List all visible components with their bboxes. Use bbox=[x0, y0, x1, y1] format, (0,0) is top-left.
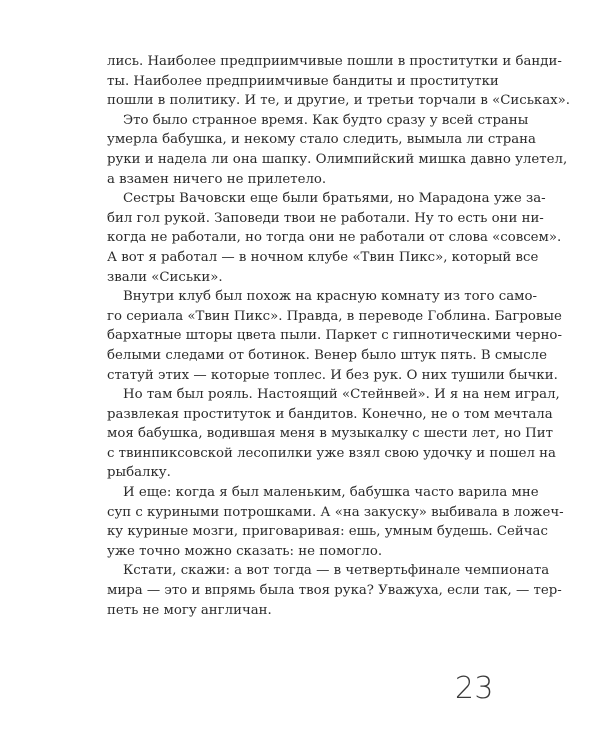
text-line: развлекая проституток и бандитов. Конечно, не о том мечтала bbox=[107, 406, 553, 422]
text-line: Сестры Вачовски еще были братьями, но Марадона уже за- bbox=[123, 191, 546, 207]
text-line: а взамен ничего не прилетело. bbox=[107, 171, 327, 187]
text-line: бархатные шторы цвета пыли. Паркет с гипнотическими черно- bbox=[107, 328, 562, 344]
text-line: бил гол рукой. Заповеди твои не работали. Ну то есть они ни- bbox=[107, 210, 544, 226]
paragraph bbox=[107, 52, 571, 111]
text-line: уже точно можно сказать: не помогло. bbox=[107, 543, 383, 559]
text-line: мира — это и впрямь была твоя рука? Уважуха, если так, — тер- bbox=[107, 583, 562, 599]
text-line: белыми следами от ботинок. Венер было штук пять. В смысле bbox=[107, 347, 547, 363]
text-line: звали «Сиськи». bbox=[107, 269, 223, 285]
text-line: Внутри клуб был похож на красную комнату из того само- bbox=[123, 289, 537, 305]
text-line: моя бабушка, водившая меня в музыкалку с шести лет, но Пит bbox=[107, 426, 553, 442]
text-line: ку куриные мозги, приговаривая: ешь, умным будешь. Сейчас bbox=[107, 524, 548, 540]
text-line: руки и надела ли она шапку. Олимпийский мишка давно улетел, bbox=[107, 151, 568, 167]
page-number: 23 bbox=[454, 671, 494, 706]
text-line: Но там был рояль. Настоящий «Стейнвей». И я на нем играл, bbox=[123, 387, 560, 403]
text-line: суп с куриными потрошками. А «на закуску» выбивала в ложеч- bbox=[107, 504, 564, 520]
text-line: лись. Наиболее предприимчивые пошли в проститутки и банди- bbox=[107, 54, 562, 69]
text-line: статуй этих — которые топлес. И без рук. О них тушили бычки. bbox=[107, 367, 558, 383]
text-line: пошли в политику. И те, и другие, и третьи торчали в «Сиськах». bbox=[107, 93, 571, 109]
text-line: когда не работали, но тогда они не работали от слова «совсем». bbox=[107, 230, 562, 246]
paragraph bbox=[107, 561, 562, 620]
text-line: Это было странное время. Как будто сразу у всей страны bbox=[123, 112, 529, 128]
text-line: И еще: когда я был маленьким, бабушка часто варила мне bbox=[123, 485, 539, 501]
text-line: рыбалку. bbox=[107, 465, 171, 481]
text-line: Кстати, скажи: а вот тогда — в четвертьфинале чемпионата bbox=[123, 563, 550, 579]
paragraph bbox=[107, 111, 568, 189]
text-line: го сериала «Твин Пикс». Правда, в переводе Гоблина. Багровые bbox=[107, 308, 562, 324]
paragraph bbox=[107, 287, 562, 385]
text-line: с твинпиксовской лесопилки уже взял свою удочку и пошел на bbox=[107, 445, 556, 461]
text-line: ты. Наиболее предприимчивые бандиты и проститутки bbox=[107, 73, 499, 89]
paragraph bbox=[107, 385, 560, 483]
text-line: петь не могу англичан. bbox=[107, 602, 272, 618]
text-line: умерла бабушка, и некому стало следить, вымыла ли страна bbox=[107, 132, 536, 148]
text-line: А вот я работал — в ночном клубе «Твин Пикс», который все bbox=[107, 249, 539, 265]
paragraph bbox=[107, 483, 564, 561]
paragraph bbox=[107, 189, 562, 287]
body-text bbox=[107, 52, 571, 620]
